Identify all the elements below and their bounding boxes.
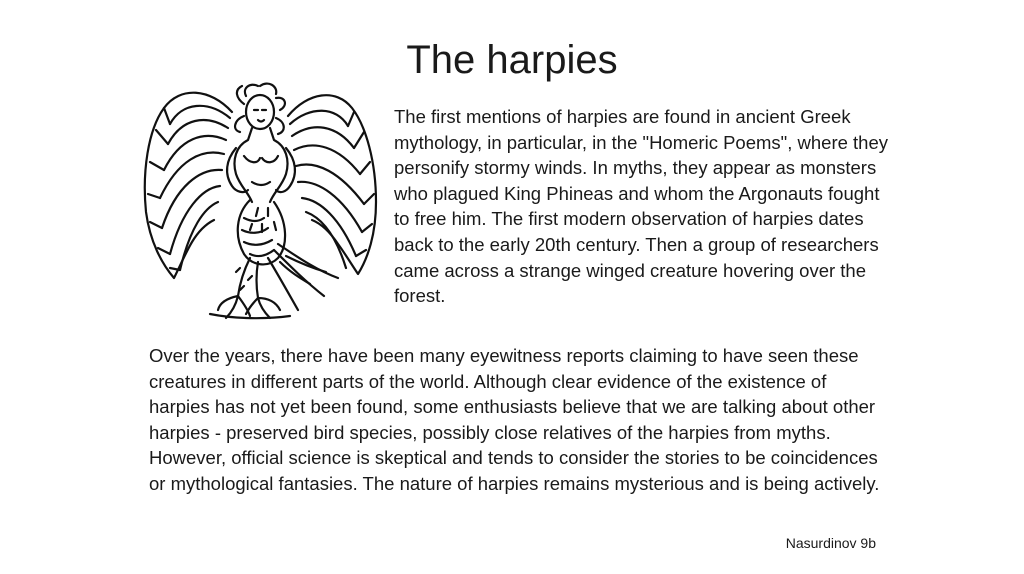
author-credit: Nasurdinov 9b	[785, 535, 876, 551]
body-paragraph: Over the years, there have been many eyewitness reports claiming to have seen these creatures in different parts of the world. Although clear evidence of the existence of harpies has not yet been found, some enthusiasts believe that we are talking about other harpies - preserved bird species, possibly close relatives of the harpies from myths. However, official science is skeptical and tends to consider the stories to be coincidences or mythological fantasies. The nature of harpies remains mysterious and is being actively.	[149, 345, 880, 494]
intro-paragraph: The first mentions of harpies are found in ancient Greek mythology, in particular, in the "Homeric Poems", where they personify stormy winds. In myths, they appear as monsters who plagued King Phineas and whom the Argonauts fought to free him. The first modern observation of harpies dates back to the early 20th century. Then a group of researchers came across a strange winged creature hovering over the forest.	[394, 106, 888, 307]
slide-title: The harpies	[406, 38, 618, 82]
harpy-illustration	[140, 82, 386, 322]
